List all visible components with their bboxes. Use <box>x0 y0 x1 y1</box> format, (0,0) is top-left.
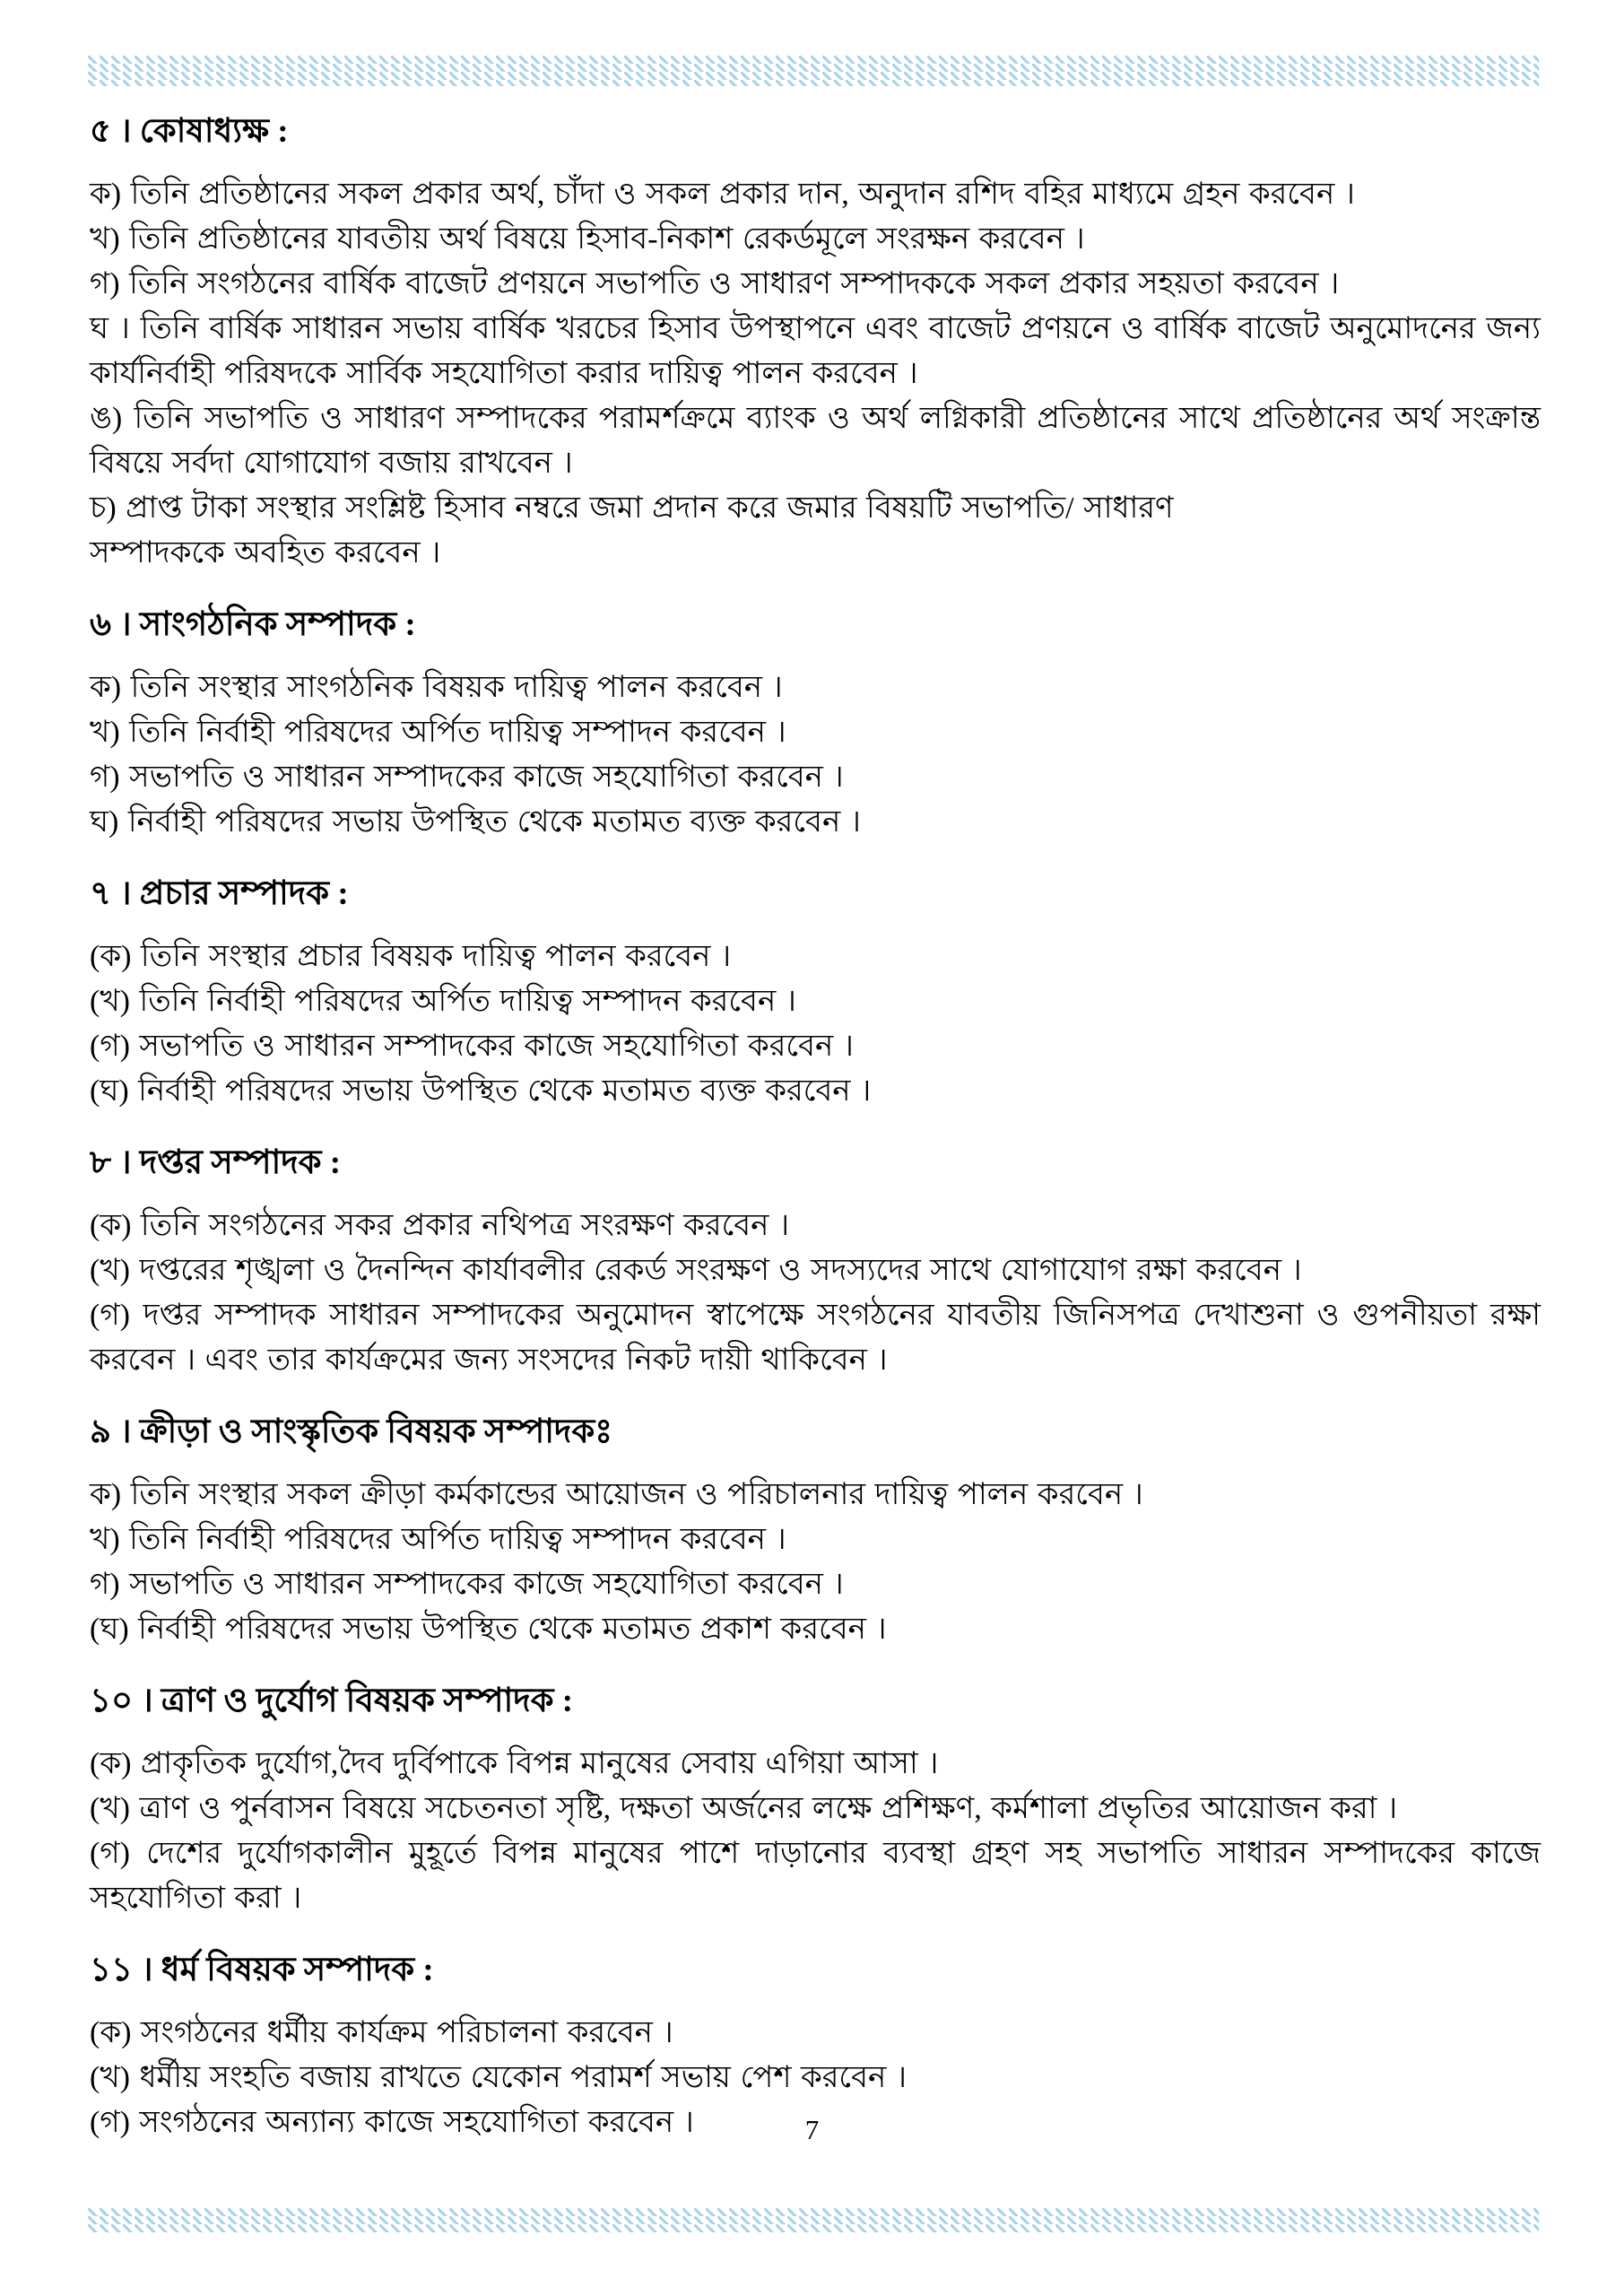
section-title: ৬ । সাংগঠনিক সম্পাদক : <box>90 606 416 643</box>
clause: (খ) ধর্মীয় সংহতি বজায় রাখতে যেকোন পরামর্শ সভায় পেশ করবেন । <box>90 2061 907 2094</box>
page-number: 7 <box>804 2114 820 2145</box>
section-title: ৫ । কোষাধ্যক্ষ : <box>90 113 289 150</box>
section-relief-disaster-secretary <box>90 1679 1541 1921</box>
clause: ঘ । তিনি বার্ষিক সাধারন সভায় বার্ষিক খরচের হিসাব উপস্থাপনে এবং বাজেট প্রণয়নে ও বার্ষিক বাজেট অনুমোদনের জন্য কার্যনির্বাহী পরিষদকে সার্বিক সহযোগিতা করার দায়িত্ব পালন করবেন । <box>90 312 1541 390</box>
clause: (গ) দেশের দুর্যোগকালীন মুহূর্তে বিপন্ন মানুষের পাশে দাড়ানোর ব্যবস্থা গ্রহণ সহ সভাপতি সাধারন সম্পাদকের কাজে সহযোগিতা করা । <box>90 1837 1541 1915</box>
clause: ঘ) নির্বাহী পরিষদের সভায় উপস্থিত থেকে মতামত ব্যক্ত করবেন । <box>90 805 861 839</box>
section-title: ৮ । দপ্তর সম্পাদক : <box>90 1144 342 1181</box>
clause: সম্পাদককে অবহিত করবেন । <box>90 536 441 570</box>
section-office-secretary <box>90 1141 1541 1383</box>
section-title: ৯ । ক্রীড়া ও সাংস্কৃতিক বিষয়ক সম্পাদকঃ <box>90 1413 612 1450</box>
clause: (খ) ত্রাণ ও পুর্নবাসন বিষয়ে সচেতনতা সৃষ্টি, দক্ষতা অর্জনের লক্ষে প্রশিক্ষণ, কর্মশালা প্রভৃতির আয়োজন করা । <box>90 1792 1398 1825</box>
clause: (গ) সংগঠনের অন্যান্য কাজে সহযোগিতা করবেন । <box>90 2106 694 2139</box>
clause: ক) তিনি সংস্থার সাংগঠনিক বিষয়ক দায়িত্ব পালন করবেন । <box>90 671 783 704</box>
clause: গ) সভাপতি ও সাধারন সম্পাদকের কাজে সহযোগিতা করবেন । <box>90 1568 844 1601</box>
section-title: ৭ । প্রচার সম্পাদক : <box>90 875 349 912</box>
clause: (ক) তিনি সংগঠনের সকর প্রকার নথিপত্র সংরক্ষণ করবেন । <box>90 1209 790 1242</box>
clause: (ক) তিনি সংস্থার প্রচার বিষয়ক দায়িত্ব পালন করবেন । <box>90 940 732 973</box>
clause: খ) তিনি প্রতিষ্ঠানের যাবতীয় অর্থ বিষয়ে হিসাব-নিকাশ রেকর্ডমূলে সংরক্ষন করবেন । <box>90 222 1085 256</box>
clause: (গ) সভাপতি ও সাধারন সম্পাদকের কাজে সহযোগিতা করবেন । <box>90 1030 854 1063</box>
clause: (গ) দপ্তর সম্পাদক সাধারন সম্পাদকের অনুমোদন স্বাপেক্ষে সংগঠনের যাবতীয় জিনিসপত্র দেখাশুনা ও গুপনীয়তা রক্ষা করবেন । এবং তার কার্যক্রমের জন্য সংসদের নিকট দায়ী থাকিবেন । <box>90 1299 1541 1377</box>
clause: চ) প্রাপ্ত টাকা সংস্থার সংশ্লিষ্ট হিসাব নম্বরে জমা প্রদান করে জমার বিষয়টি সভাপতি/ সাধারণ <box>90 491 1174 525</box>
clause: খ) তিনি নির্বাহী পরিষদের অর্পিত দায়িত্ব সম্পাদন করবেন । <box>90 716 786 749</box>
section-title: ১১ । ধর্ম বিষয়ক সম্পাদক : <box>90 1952 434 1988</box>
section-publicity-secretary <box>90 872 1541 1114</box>
clause: ক) তিনি প্রতিষ্ঠানের সকল প্রকার অর্থ, চাঁদা ও সকল প্রকার দান, অনুদান রশিদ বহির মাধ্যমে গ্রহন করবেন । <box>90 178 1355 211</box>
clause: ঙ) তিনি সভাপতি ও সাধারণ সম্পাদকের পরামর্শক্রমে ব্যাংক ও অর্থ লগ্নিকারী প্রতিষ্ঠানের সাথে প্রতিষ্ঠানের অর্থ সংক্রান্ত বিষয়ে সর্বদা যোগাযোগ বজায় রাখবেন । <box>90 402 1541 480</box>
section-sports-cultural-secretary <box>90 1410 1541 1652</box>
clause: (ঘ) নির্বাহী পরিষদের সভায় উপস্থিত থেকে মতামত ব্যক্ত করবেন । <box>90 1074 872 1108</box>
document-body <box>90 100 1541 2145</box>
section-organizing-secretary <box>90 603 1541 845</box>
clause: (খ) তিনি নির্বাহী পরিষদের অর্পিত দায়িত্ব সম্পাদন করবেন । <box>90 985 796 1018</box>
decorative-border-top <box>88 56 1539 86</box>
clause: খ) তিনি নির্বাহী পরিষদের অর্পিত দায়িত্ব সম্পাদন করবেন । <box>90 1523 786 1556</box>
clause: (ঘ) নির্বাহী পরিষদের সভায় উপস্থিত থেকে মতামত প্রকাশ করবেন । <box>90 1613 887 1646</box>
clause: গ) তিনি সংগঠনের বার্ষিক বাজেট প্রণয়নে সভাপতি ও সাধারণ সম্পাদককে সকল প্রকার সহয়তা করবেন । <box>90 267 1340 300</box>
clause: ক) তিনি সংস্থার সকল ক্রীড়া কর্মকান্ডের আয়োজন ও পরিচালনার দায়িত্ব পালন করবেন । <box>90 1478 1143 1511</box>
clause: গ) সভাপতি ও সাধারন সম্পাদকের কাজে সহযোগিতা করবেন । <box>90 761 844 794</box>
decorative-border-bottom <box>88 2208 1539 2232</box>
section-treasurer <box>90 109 1541 576</box>
clause: (ক) সংগঠনের ধর্মীয় কার্যক্রম পরিচালনা করবেন । <box>90 2016 673 2049</box>
clause: (খ) দপ্তরের শৃঙ্খলা ও দৈনন্দিন কার্যাবলীর রেকর্ড সংরক্ষণ ও সদস্যদের সাথে যোগাযোগ রক্ষা করবেন । <box>90 1254 1302 1287</box>
clause: (ক) প্রাকৃতিক দুর্যোগ,দৈব দুর্বিপাকে বিপন্ন মানুষের সেবায় এগিয়া আসা । <box>90 1747 939 1780</box>
section-title: ১০ । ত্রাণ ও দুর্যোগ বিষয়ক সম্পাদক : <box>90 1683 574 1719</box>
